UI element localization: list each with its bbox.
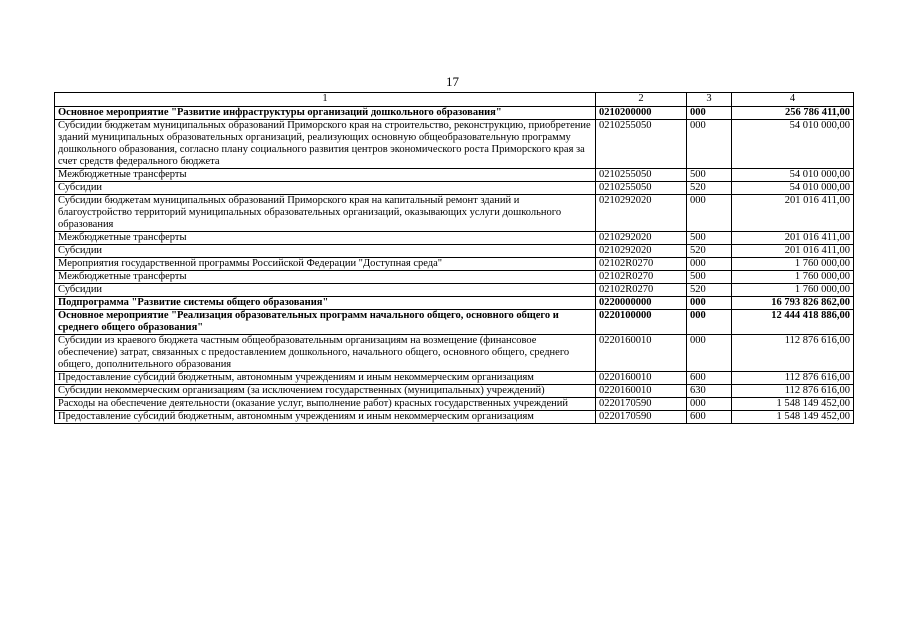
row-amount-cell: 112 876 616,00 <box>732 335 854 372</box>
row-name-cell: Субсидии <box>55 245 596 258</box>
row-name-cell: Межбюджетные трансферты <box>55 271 596 284</box>
column-header: 4 <box>732 93 854 107</box>
row-code-cell: 0220170590 <box>596 411 687 424</box>
row-amount-cell: 112 876 616,00 <box>732 385 854 398</box>
table-row <box>55 297 854 310</box>
row-name-cell: Предоставление субсидий бюджетным, автономным учреждениям и иным некоммерческим организациям <box>55 372 596 385</box>
row-expense-type-cell: 630 <box>687 385 732 398</box>
row-amount-cell: 16 793 826 862,00 <box>732 297 854 310</box>
row-expense-type-cell: 000 <box>687 107 732 120</box>
row-name-cell: Субсидии некоммерческим организациям (за исключением государственных (муниципальных) учреждений) <box>55 385 596 398</box>
table-header-row <box>55 93 854 107</box>
row-name-cell: Субсидии <box>55 182 596 195</box>
budget-table <box>54 92 854 424</box>
row-code-cell: 0210292020 <box>596 245 687 258</box>
table-row <box>55 169 854 182</box>
row-name-cell: Мероприятия государственной программы Российской Федерации "Доступная среда" <box>55 258 596 271</box>
table-row <box>55 120 854 169</box>
column-header: 2 <box>596 93 687 107</box>
row-amount-cell: 1 760 000,00 <box>732 258 854 271</box>
table-row <box>55 195 854 232</box>
row-name-cell: Субсидии <box>55 284 596 297</box>
row-name-cell: Предоставление субсидий бюджетным, автономным учреждениям и иным некоммерческим организациям <box>55 411 596 424</box>
row-amount-cell: 201 016 411,00 <box>732 245 854 258</box>
row-amount-cell: 54 010 000,00 <box>732 182 854 195</box>
table-row <box>55 372 854 385</box>
row-code-cell: 0210255050 <box>596 182 687 195</box>
table-row <box>55 398 854 411</box>
row-code-cell: 0220170590 <box>596 398 687 411</box>
row-code-cell: 0220160010 <box>596 335 687 372</box>
row-expense-type-cell: 000 <box>687 335 732 372</box>
table-row <box>55 411 854 424</box>
row-code-cell: 0220100000 <box>596 310 687 335</box>
row-code-cell: 0210292020 <box>596 195 687 232</box>
row-name-cell: Субсидии бюджетам муниципальных образований Приморского края на строительство, реконструкцию, приобретение зданий муниципальных образовательных организаций, реализующих основную общеобразовательную программу дошкольного образования, согласно плану социального развития центров экономического роста Приморского края за счет средств федерального бюджета <box>55 120 596 169</box>
row-expense-type-cell: 000 <box>687 398 732 411</box>
row-amount-cell: 54 010 000,00 <box>732 169 854 182</box>
table-row <box>55 310 854 335</box>
table-row <box>55 385 854 398</box>
row-expense-type-cell: 520 <box>687 245 732 258</box>
table-row <box>55 271 854 284</box>
row-amount-cell: 12 444 418 886,00 <box>732 310 854 335</box>
table-row <box>55 182 854 195</box>
row-code-cell: 02102R0270 <box>596 258 687 271</box>
row-code-cell: 0220160010 <box>596 385 687 398</box>
row-amount-cell: 256 786 411,00 <box>732 107 854 120</box>
row-expense-type-cell: 000 <box>687 297 732 310</box>
row-name-cell: Межбюджетные трансферты <box>55 232 596 245</box>
table-row <box>55 284 854 297</box>
page-number: 17 <box>446 74 459 89</box>
row-code-cell: 02102R0270 <box>596 284 687 297</box>
row-expense-type-cell: 500 <box>687 169 732 182</box>
row-code-cell: 0210255050 <box>596 169 687 182</box>
row-name-cell: Субсидии бюджетам муниципальных образований Приморского края на капитальный ремонт зданий и благоустройство территорий муниципальных образовательных организаций, оказывающих услуги дошкольного образования <box>55 195 596 232</box>
table-row <box>55 232 854 245</box>
table-row <box>55 245 854 258</box>
row-expense-type-cell: 600 <box>687 372 732 385</box>
row-name-cell: Подпрограмма "Развитие системы общего образования" <box>55 297 596 310</box>
row-name-cell: Основное мероприятие "Развитие инфраструктуры организаций дошкольного образования" <box>55 107 596 120</box>
row-code-cell: 0210200000 <box>596 107 687 120</box>
row-expense-type-cell: 000 <box>687 120 732 169</box>
row-expense-type-cell: 520 <box>687 284 732 297</box>
table-row <box>55 335 854 372</box>
row-expense-type-cell: 600 <box>687 411 732 424</box>
row-expense-type-cell: 500 <box>687 271 732 284</box>
row-code-cell: 0210255050 <box>596 120 687 169</box>
row-amount-cell: 54 010 000,00 <box>732 120 854 169</box>
row-name-cell: Основное мероприятие "Реализация образовательных программ начального общего, основного общего и среднего общего образования" <box>55 310 596 335</box>
row-code-cell: 0210292020 <box>596 232 687 245</box>
row-amount-cell: 1 760 000,00 <box>732 271 854 284</box>
row-code-cell: 02102R0270 <box>596 271 687 284</box>
row-name-cell: Субсидии из краевого бюджета частным общеобразовательным организациям на возмещение (финансовое обеспечение) затрат, связанных с предоставлением дошкольного, начального общего, основного общего, среднего общего, дополнительного образования <box>55 335 596 372</box>
row-code-cell: 0220160010 <box>596 372 687 385</box>
row-expense-type-cell: 500 <box>687 232 732 245</box>
row-amount-cell: 1 760 000,00 <box>732 284 854 297</box>
row-amount-cell: 1 548 149 452,00 <box>732 398 854 411</box>
row-name-cell: Межбюджетные трансферты <box>55 169 596 182</box>
table-row <box>55 258 854 271</box>
row-name-cell: Расходы на обеспечение деятельности (оказание услуг, выполнение работ) красных государственных учреждений <box>55 398 596 411</box>
row-amount-cell: 201 016 411,00 <box>732 232 854 245</box>
row-expense-type-cell: 000 <box>687 258 732 271</box>
column-header: 1 <box>55 93 596 107</box>
row-amount-cell: 201 016 411,00 <box>732 195 854 232</box>
row-expense-type-cell: 520 <box>687 182 732 195</box>
row-expense-type-cell: 000 <box>687 195 732 232</box>
table-row <box>55 107 854 120</box>
row-amount-cell: 1 548 149 452,00 <box>732 411 854 424</box>
row-expense-type-cell: 000 <box>687 310 732 335</box>
column-header: 3 <box>687 93 732 107</box>
row-amount-cell: 112 876 616,00 <box>732 372 854 385</box>
row-code-cell: 0220000000 <box>596 297 687 310</box>
